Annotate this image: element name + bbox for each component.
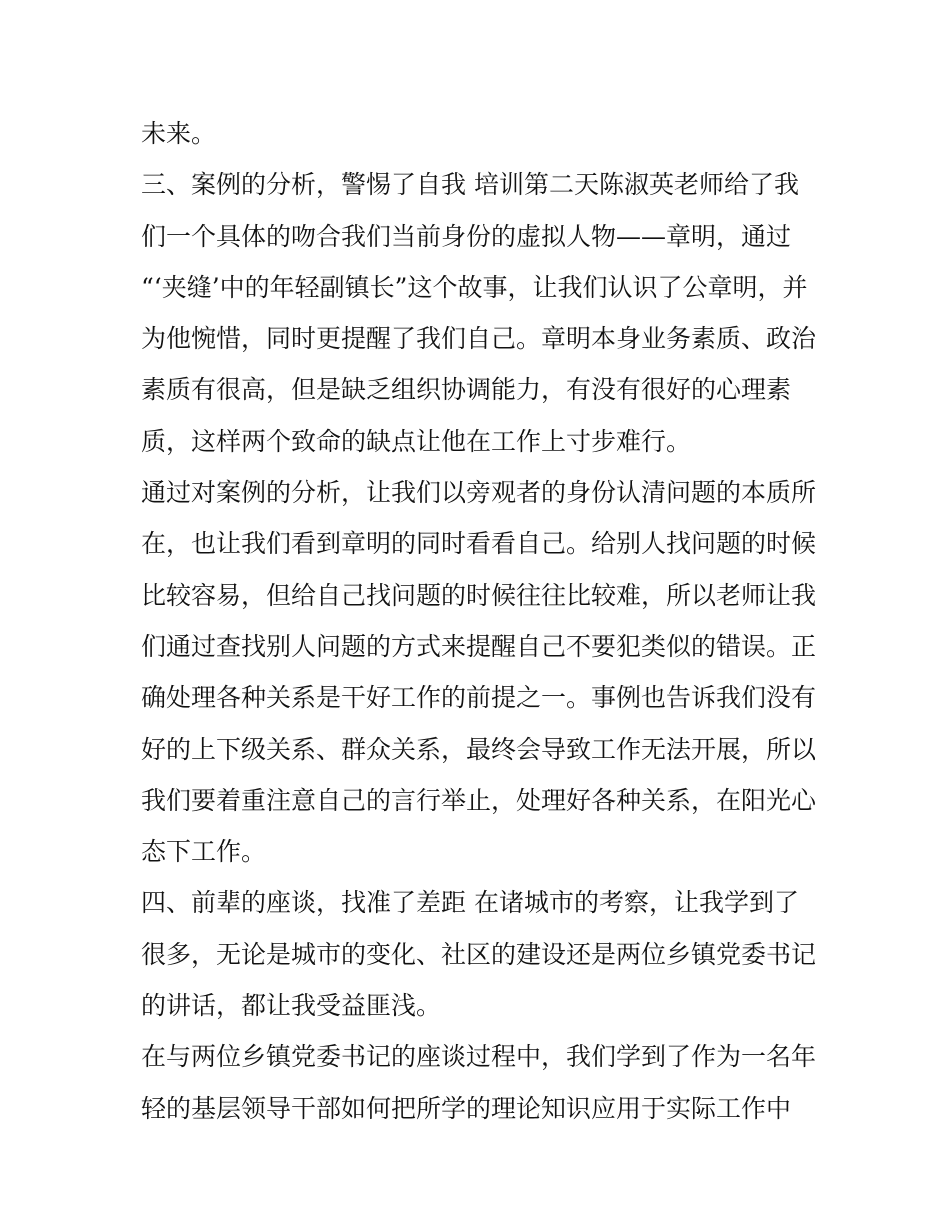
text-line: 在与两位乡镇党委书记的座谈过程中，我们学到了作为一名年 <box>141 1042 817 1072</box>
body-text <box>141 108 821 1134</box>
text-line: 为他惋惜，同时更提醒了我们自己。章明本身业务素质、政治 <box>141 324 817 354</box>
text-line: 态下工作。 <box>141 837 267 867</box>
text-line: 三、案例的分析，警惕了自我 培训第二天陈淑英老师给了我 <box>141 170 799 200</box>
text-line: 比较容易，但给自己找问题的时候往往比较难，所以老师让我 <box>141 580 817 610</box>
text-line: 素质有很高，但是缺乏组织协调能力，有没有很好的心理素 <box>141 375 792 405</box>
text-line: “‘夹缝’中的年轻副镇长”这个故事，让我们认识了公章明，并 <box>141 272 808 302</box>
text-line: 很多，无论是城市的变化、社区的建设还是两位乡镇党委书记 <box>141 939 817 969</box>
text-line: 们通过查找别人问题的方式来提醒自己不要犯类似的错误。正 <box>141 631 817 661</box>
text-line: 通过对案例的分析，让我们以旁观者的身份认清问题的本质所 <box>141 478 817 508</box>
text-line: 四、前辈的座谈，找准了差距 在诸城市的考察，让我学到了 <box>141 888 799 918</box>
text-line: 的讲话，都让我受益匪浅。 <box>141 991 442 1021</box>
text-line: 确处理各种关系是干好工作的前提之一。事例也告诉我们没有 <box>141 683 817 713</box>
text-line: 好的上下级关系、群众关系，最终会导致工作无法开展，所以 <box>141 734 817 764</box>
text-line: 们一个具体的吻合我们当前身份的虚拟人物——章明，通过 <box>141 221 792 251</box>
text-line: 轻的基层领导干部如何把所学的理论知识应用于实际工作中 <box>141 1093 792 1123</box>
text-line: 在，也让我们看到章明的同时看看自己。给别人找问题的时候 <box>141 529 817 559</box>
text-line: 质，这样两个致命的缺点让他在工作上寸步难行。 <box>141 426 692 456</box>
text-line: 我们要着重注意自己的言行举止，处理好各种关系，在阳光心 <box>141 785 817 815</box>
text-line: 未来。 <box>141 119 217 148</box>
